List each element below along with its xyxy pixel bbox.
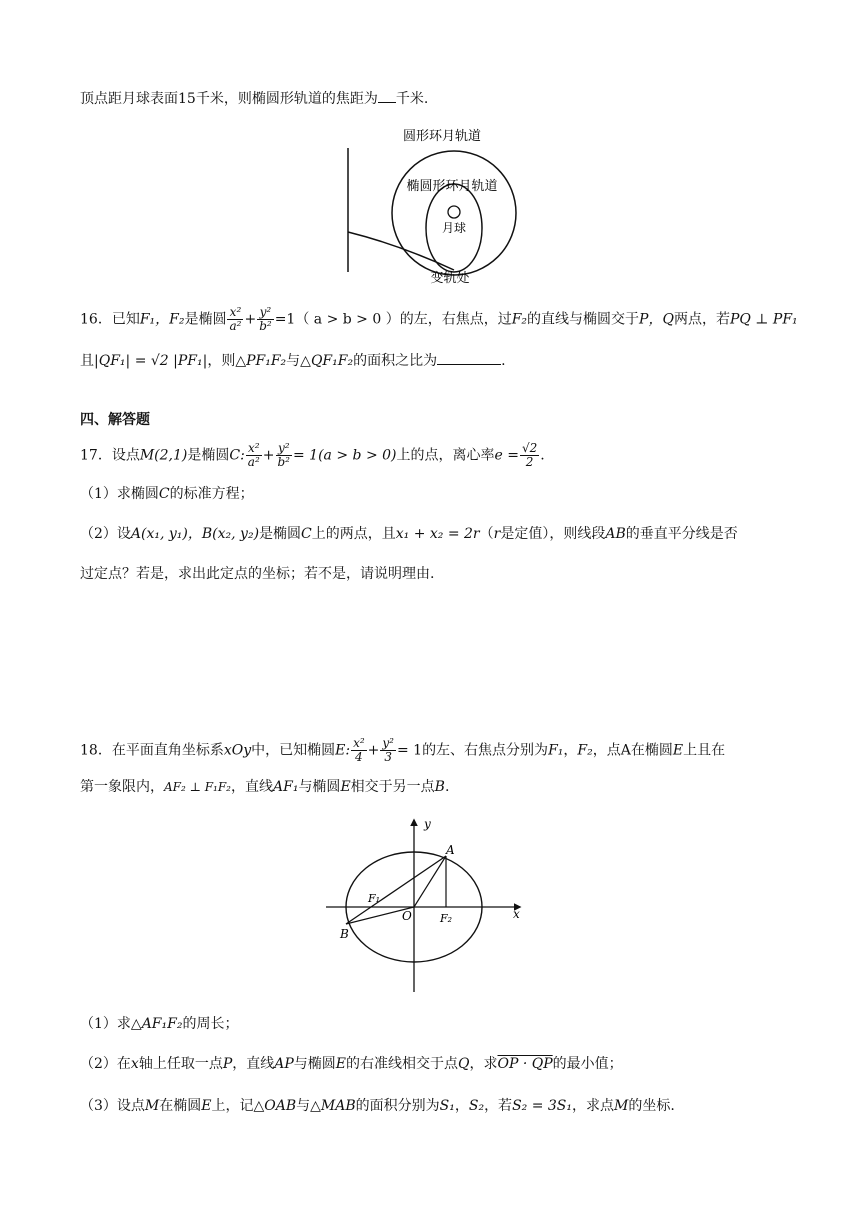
q18-text: 的坐标. [628,1098,675,1114]
q18-line-1: 18．在平面直角坐标系xOy中，已知椭圆E: $\frac{\text{x²}}{4}$ + $\frac{\text{y²}}{3}$ = 1的左、右焦点分别为F₁，F₂，点A在椭圆E上且在 [80,736,726,764]
q17-part-2 [80,524,738,544]
moon-circle [448,206,460,218]
label-elliptic-orbit: 椭圆形环月轨道 [406,179,498,194]
q17-text: 是椭圆 [259,526,302,542]
numerator: y² [276,442,293,456]
label-f1: F₁ [368,892,381,905]
q16-text: 是椭圆 [184,311,227,328]
q17-ellipse-name: C: [229,447,245,464]
label-f2: F₂ [440,912,453,925]
q16-line-1: 16．已知F₁，F₂是椭圆 $\frac{\text{x²}}{\text{a²}}$ + $\frac{\text{y²}}{\text{b²}}$ =1（ a > b > 0 ）的左，右焦点，过F₂的直线与椭圆交于P，Q两点，若PQ ⊥ PF₁ [80,305,798,333]
section-heading: 四、解答题 [80,412,150,428]
q18-text: ，点A在椭圆 [592,742,673,759]
q15-tail-line [80,88,428,109]
numerator: x² [227,306,243,320]
q18-f2: F₂ [577,742,593,759]
q18-part-3 [80,1096,675,1116]
q16-equation: |QF₁| = √2 |PF₁| [94,353,208,369]
fraction-x2-a2 [227,306,243,333]
q16-triangle-1: △PF₁F₂ [235,353,287,369]
q17-c: C [301,526,312,542]
q18-q: Q [458,1056,470,1072]
moon-orbit-figure [330,120,530,285]
q17-text: （2）设 [80,526,131,542]
q16-foci: F₁，F₂ [139,311,185,328]
q17-c: C [158,486,170,502]
q17-text: 的垂直平分线是否 [625,526,738,542]
q16-text: 的直线与椭圆交于 [527,311,640,328]
q18-text: ，求点 [572,1098,615,1114]
q18-f1: F₁ [548,742,564,759]
q18-triangle-oab: △OAB [253,1098,297,1114]
q18-text: 的周长； [182,1016,239,1032]
line-ab [346,856,446,924]
q16-text: 16．已知 [80,311,140,328]
label-x: x [513,907,520,921]
q17-text: 上的点，离心率 [396,447,495,464]
q18-text: 与椭圆 [293,1056,336,1072]
q18-text: 上且在 [683,742,726,759]
q18-text: 第一象限内， [80,779,164,795]
fraction-x2-a2 [246,442,262,469]
label-circular-orbit: 圆形环月轨道 [402,129,482,144]
q18-text: 上，记 [211,1098,254,1114]
numerator: y² [257,306,274,320]
ellipse-figure [320,814,530,996]
q18-text: 的面积分别为 [355,1098,440,1114]
q16-text: 两点，若 [673,311,730,328]
q17-text: 是椭圆 [187,447,230,464]
label-o: O [402,909,412,923]
q18-text: 的左、右焦点分别为 [422,742,549,759]
q17-ab: AB [605,526,626,542]
q18-text: 的右准线相交于点 [346,1056,459,1072]
numerator: y² [382,736,394,750]
q17-part-2-line-2: 过定点？若是，求出此定点的坐标；若不是，请说明理由. [80,566,435,582]
q18-text: （2）在 [80,1056,131,1072]
fraction-y2-b2 [276,442,293,469]
q18-s2: S₂ [468,1098,485,1114]
numerator: x² [246,442,262,456]
q17-point: M(2,1) [139,447,188,464]
q16-condition: （ a > b > 0 ） [295,311,400,328]
q17-end: . [540,447,545,464]
q18-text: 18．在平面直角坐标系 [80,742,224,759]
q18-m: M [144,1098,160,1114]
q16-line-2 [80,350,506,371]
q17-text: （ [479,526,494,542]
q17-text: 是定值），则线段 [500,526,606,542]
numerator: √2 [521,441,538,455]
q18-text: ， [454,1098,469,1114]
q16-perp: PQ ⊥ PF₁ [729,311,798,328]
q17-sum: x₁ + x₂ = 2r [395,526,480,542]
q16-pq: P，Q [639,311,674,328]
q18-line-2 [80,777,449,797]
fraction-x2-4 [351,737,367,764]
q18-text: ，求 [469,1056,498,1072]
q18-e: E [672,742,684,759]
q17-condition: = 1(a > b > 0) [293,447,397,464]
q18-triangle: △AF₁F₂ [130,1016,183,1032]
q16-text: 且 [80,353,94,369]
q16-f2: F₂ [511,311,528,328]
denominator: a² [247,455,260,469]
q18-af1: AF₁ [273,779,299,795]
q18-p: P [222,1056,233,1072]
q18-m: M [614,1098,629,1114]
q18-area-eq: S₂ = 3S₁ [512,1098,573,1114]
denominator: b² [277,455,290,469]
q16-text: 与 [286,353,301,369]
q17-text: （1）求椭圆 [80,486,159,502]
denominator: 3 [384,750,392,764]
q18-dot-product: OP · QP [497,1056,553,1072]
q18-b: B [434,779,445,795]
label-moon: 月球 [441,221,467,235]
segment-oa [414,856,446,907]
q18-text: ， [563,742,578,759]
q17-text: 的标准方程； [169,486,254,502]
numerator: x² [353,736,365,750]
q17-r: r [493,526,501,542]
q16-text: ，则 [207,353,236,369]
q18-text: ，直线 [231,779,273,795]
q18-text: 与椭圆 [298,779,341,795]
q18-x: x [130,1056,139,1072]
denominator: a² [229,319,242,333]
label-y: y [424,817,431,831]
denominator: 4 [355,750,363,764]
q18-text: 在椭圆 [159,1098,202,1114]
q18-perp: AF₂ ⊥ F₁F₂ [164,780,231,794]
label-b: B [340,927,349,941]
fraction-y2-b2 [257,306,274,333]
q18-eq-tail: = 1 [396,742,423,759]
q18-ap: AP [274,1056,294,1072]
denominator: 2 [525,455,534,469]
q18-text: 中，已知椭圆 [251,742,336,759]
answer-blank[interactable] [378,88,396,103]
label-transfer-point: 变轨处 [430,271,470,285]
q18-text: ，直线 [232,1056,275,1072]
q18-xoy: xOy [223,742,252,759]
q18-e: E [201,1098,212,1114]
fraction-y2-3 [380,737,396,764]
q15-tail-text: 顶点距月球表面15千米，则椭圆形轨道的焦距为 [80,91,378,107]
q17-points: A(x₁, y₁)，B(x₂, y₂) [130,526,260,542]
q16-triangle-2: △QF₁F₂ [300,353,354,369]
q18-text: 与 [296,1098,311,1114]
q17-text: 17．设点 [80,447,140,464]
q18-e: E: [335,742,351,759]
q18-text: （1）求 [80,1016,131,1032]
circular-orbit [392,151,516,275]
q18-text: 的最小值； [552,1056,623,1072]
q17-part-1 [80,484,254,504]
q18-part-1 [80,1014,238,1034]
q17-text: 上的两点，且 [311,526,396,542]
fraction-sqrt2-2 [520,442,539,469]
equals-one: =1 [274,311,296,328]
q18-text: （3）设点 [80,1098,145,1114]
answer-blank[interactable] [437,350,501,365]
q18-e: E [340,779,351,795]
q18-end: . [444,779,450,795]
label-a: A [446,843,455,857]
q18-e: E [335,1056,347,1072]
q18-text: 轴上任取一点 [138,1056,223,1072]
denominator: b² [259,319,272,333]
q18-triangle-mab: △MAB [310,1098,356,1114]
q18-text: 相交于另一点 [350,779,435,795]
q18-part-2 [80,1054,623,1074]
q18-text: ，若 [484,1098,513,1114]
q17-eccentricity: e = [494,447,519,464]
q17-line-1: 17．设点M(2,1)是椭圆C: $\frac{\text{x²}}{\text{a²}}$ + $\frac{\text{y²}}{\text{b²}}$ = 1(a > b > 0)上的点，离心率e = $\frac{√2}{2}$ . [80,441,545,469]
q16-text: 的左，右焦点，过 [399,311,512,328]
q16-end: . [501,353,506,369]
q15-tail-suffix: 千米. [395,91,429,107]
q18-s1: S₁ [439,1098,455,1114]
q16-text: 的面积之比为 [353,353,438,369]
